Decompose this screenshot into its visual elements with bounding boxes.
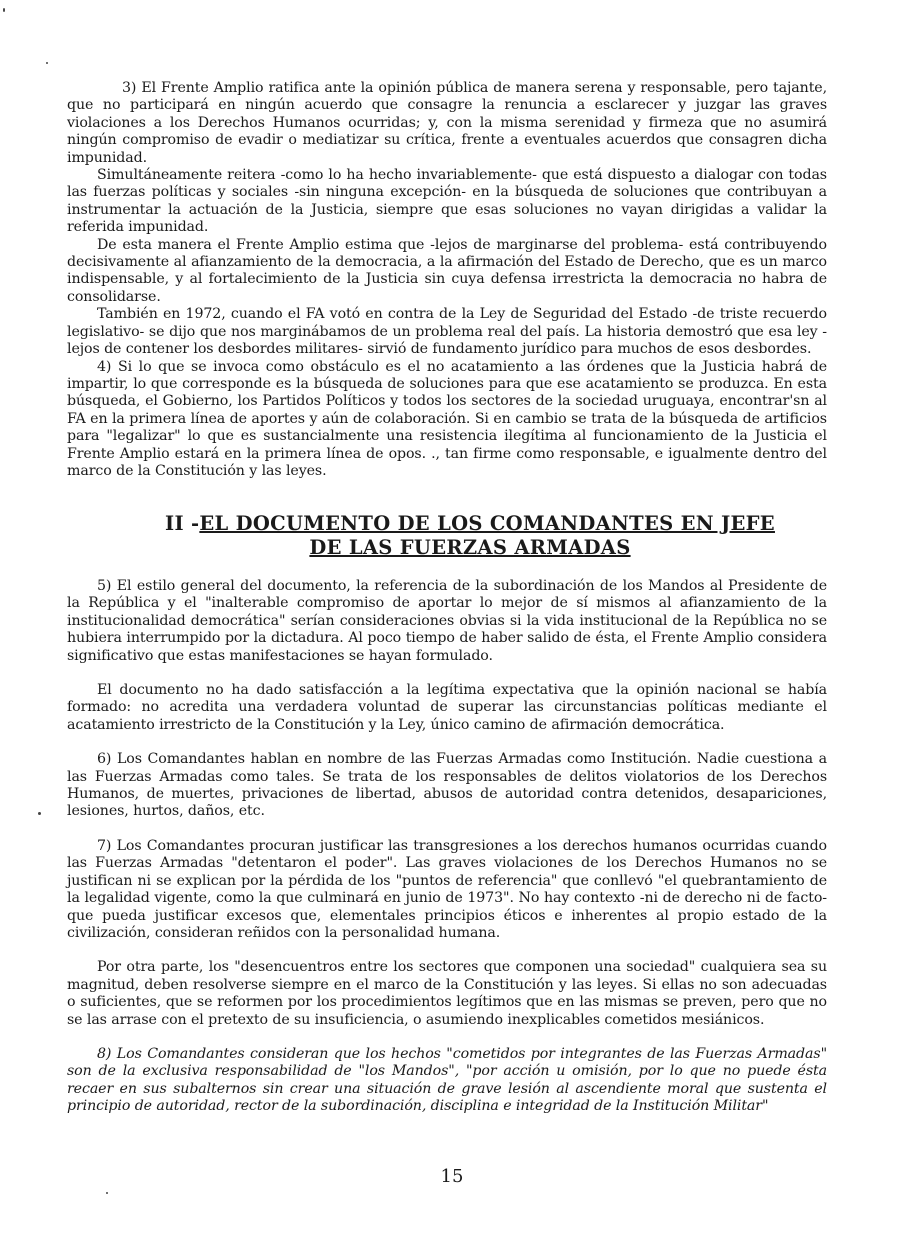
paragraph-3: 3) El Frente Amplio ratifica ante la opinión pública de manera serena y responsable, pero tajante, que no participará en ningún acuerdo que consagre la renuncia a esclarecer y juzgar las graves violaciones a los Derechos Humanos ocurridas; y, con la misma serenidad y firmeza que no asumirá ningún compromiso de evadir o mediatizar su crítica, frente a eventuales acuerdos que consagren dicha impunidad. — [67, 80, 827, 166]
paragraph-3b: Simultáneamente reitera -como lo ha hecho invariablemente- que está dispuesto a dialogar con todas las fuerzas políticas y sociales -sin ninguna excepción- en la búsqueda de soluciones que contribuyan a instrumentar la actuación de la Justicia, siempre que esas soluciones no vayan dirigidas a validar la referida impunidad. — [67, 167, 827, 236]
paragraph-7: 7) Los Comandantes procuran justificar las transgresiones a los derechos humanos ocurridas cuando las Fuerzas Armadas "detentaron el poder". Las graves violaciones de los Derechos Humanos no se justifican ni se explican por la pérdida de los "puntos de referencia" que conllevó "el quebrantamiento de la legalidad vigente, como la que culminará en junio de 1973". No hay contexto -ni de derecho ni de facto- que pueda justificar excesos que, elementales principios éticos e inherentes al propio estado de la civilización, consideran reñidos con la personalidad humana. — [67, 837, 827, 941]
scan-speck — [3, 8, 5, 12]
scan-speck — [46, 62, 48, 64]
heading-line-2: DE LAS FUERZAS ARMADAS — [309, 536, 631, 559]
paragraph-3d: También en 1972, cuando el FA votó en contra de la Ley de Seguridad del Estado -de triste recuerdo legislativo- se dijo que nos marginábamos de un problema real del país. La historia demostró que esa ley -lejos de contener los desbordes militares- sirvió de fundamento jurídico para muchos de esos desbordes. — [67, 306, 827, 358]
section-ii-text — [67, 578, 827, 1116]
page-number: 15 — [440, 1166, 464, 1187]
paragraph-3c: De esta manera el Frente Amplio estima que -lejos de marginarse del problema- está contribuyendo decisivamente al afianzamiento de la democracia, a la afirmación del Estado de Derecho, que es un marco indispensable, y al fortalecimiento de la Justicia sin cuya defensa irrestricta la democracia no habra de consolidarse. — [67, 236, 827, 305]
heading-prefix: II - — [165, 512, 200, 535]
section-i-text — [67, 80, 827, 480]
paragraph-8: 8) Los Comandantes consideran que los hechos "cometidos por integrantes de las Fuerzas Armadas" son de la exclusiva responsabilidad de "los Mandos", "por acción u omisión, por lo que no puede ésta recaer en sus subalternos sin crear una situación de grave lesión al ascendiente moral que sustenta el principio de autoridad, rector de la subordinación, disciplina e integridad de la Institución Militar" — [67, 1045, 827, 1115]
paragraph-7b: Por otra parte, los "desencuentros entre los sectores que componen una sociedad" cualquiera sea su magnitud, deben resolverse siempre en el marco de la Constitución y las leyes. Si ellas no son adecuadas o suficientes, que se reformen por los procedimientos legítimos que en las mismas se preven, pero que no se las arrase con el pretexto de su insuficiencia, o asumiendo inexplicables cometidos mesiánicos. — [67, 959, 827, 1028]
paragraph-5: 5) El estilo general del documento, la referencia de la subordinación de los Mandos al Presidente de la República y el "inalterable compromiso de aportar lo mejor de sí mismos al afianzamiento de la institucionalidad democrática" serían consideraciones obvias si la vida institucional de la República no se hubiera interrumpido por la dictadura. Al poco tiempo de haber salido de ésta, el Frente Amplio considera significativo que estas manifestaciones se hayan formulado. — [67, 578, 827, 664]
heading-line-1: EL DOCUMENTO DE LOS COMANDANTES EN JEFE — [199, 512, 775, 535]
paragraph-6: 6) Los Comandantes hablan en nombre de las Fuerzas Armadas como Institución. Nadie cuestiona a las Fuerzas Armadas como tales. Se trata de los responsables de delitos violatorios de los Derechos Humanos, de muertes, privaciones de libertad, abusos de autoridad contra detenidos, desapariciones, lesiones, hurtos, daños, etc. — [67, 751, 827, 820]
scan-speck — [106, 1192, 108, 1194]
section-heading — [150, 512, 790, 560]
paragraph-5b: El documento no ha dado satisfacción a la legítima expectativa que la opinión nacional se había formado: no acredita una verdadera voluntad de superar las circunstancias políticas mediante el acatamiento irrestricto de la Constitución y la Ley, único camino de afirmación democrática. — [67, 682, 827, 733]
scan-speck — [38, 812, 41, 815]
paragraph-4: 4) Si lo que se invoca como obstáculo es el no acatamiento a las órdenes que la Justicia habrá de impartir, lo que corresponde es la búsqueda de soluciones para que ese acatamiento se produzca. En esta búsqueda, el Gobierno, los Partidos Políticos y todos los sectores de la sociedad uruguaya, encontrar'sn al FA en la primera línea de aportes y aún de colaboración. Si en cambio se trata de la búsqueda de artificios para "legalizar" lo que es sustancialmente una resistencia ilegítima al funcionamiento de la Justicia el Frente Amplio estará en la primera línea de opos. ., tan firme como responsable, e igualmente dentro del marco de la Constitución y las leyes. — [67, 358, 827, 479]
